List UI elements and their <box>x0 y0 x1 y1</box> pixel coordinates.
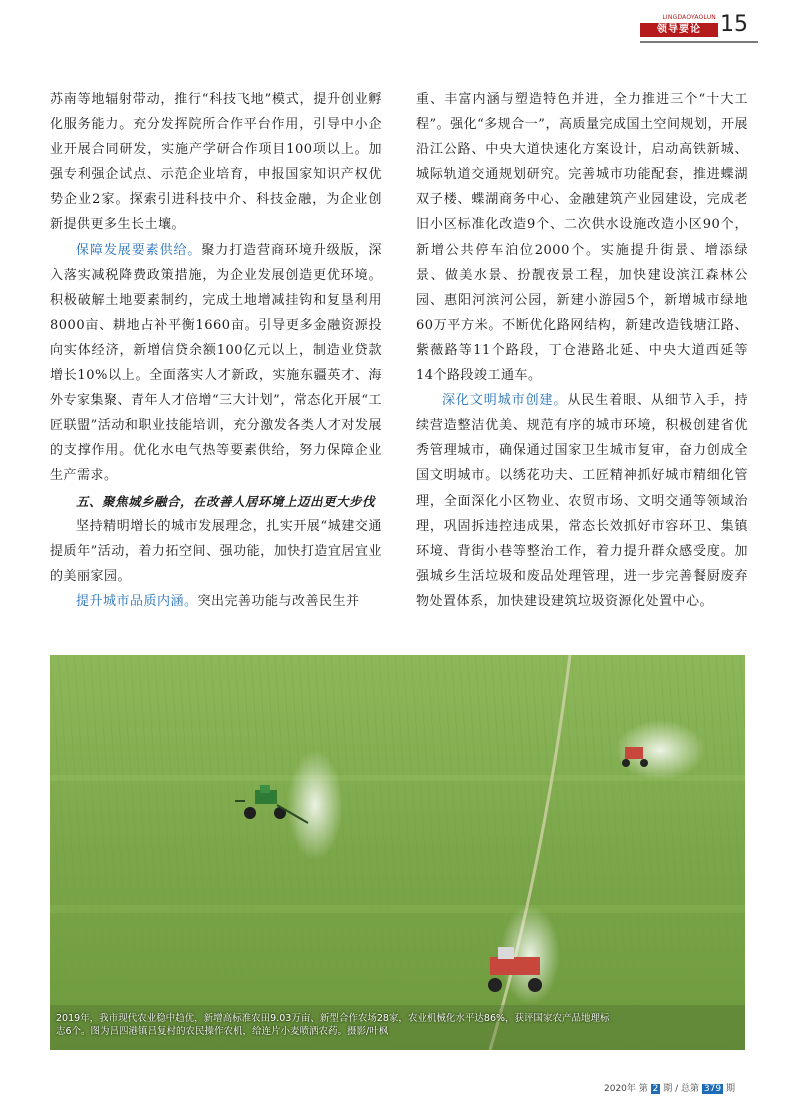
header-rule <box>640 41 758 43</box>
paragraph <box>50 238 382 489</box>
total-issue-number: 379 <box>703 1084 722 1094</box>
paragraph <box>416 388 748 614</box>
paragraph: 苏南等地辐射带动，推行“科技飞地”模式，提升创业孵化服务能力。充分发挥院所合作平台作用，引导中小企业开展合同研发，实施产学研合作项目100项以上。加强专利强企试点、示范企业培育，申报国家知识产权优势企业2家。探索引进科技中介、科技金融，为企业创新提供更多生长土壤。 <box>50 92 382 233</box>
right-column <box>416 87 748 614</box>
photo-caption: 2019年，我市现代农业稳中趋优，新增高标准农田9.03万亩、新型合作农场28家，农业机械化水平达86%，获评国家农产品地理标志6个。图为吕四港镇吕复村的农民操作农机，给连片小麦喷洒农药。摄影/叶枫 <box>56 1013 610 1037</box>
page-number: 15 <box>720 12 748 37</box>
farm-field-illustration <box>50 655 745 1050</box>
paragraph-text: 突出完善功能与改善民生并 <box>197 593 360 609</box>
section-heading: 五、聚焦城乡融合，在改善人居环境上迈出更大步伐 <box>76 493 376 509</box>
paragraph-text: 从民生着眼、从细节入手，持续营造整洁优美、规范有序的城市环境，积极创建省优秀管理城市，确保通过国家卫生城市复审，奋力创成全国文明城市。以绣花功夫、工匠精神抓好城市精细化管理，全面深化小区物业、农贸市场、文明交通等领域治理，巩固拆违控违成果，常态长效抓好市容环卫、集镇环境、背街小巷等整治工作，着力提升群众感受度。加强城乡生活垃圾和废品处理管理，进一步完善餐厨废弃物处置体系，加快建设建筑垃圾资源化处置中心。 <box>416 393 748 609</box>
keyword-heading: 保障发展要素供给。 <box>76 242 202 258</box>
footer-suffix: 期 <box>725 1084 735 1094</box>
keyword-heading: 提升城市品质内涵。 <box>76 593 198 609</box>
footer-issue-info <box>604 1081 754 1094</box>
paragraph-text: 聚力打造营商环境升级版，深入落实减税降费政策措施，为企业发展创造更优环境。积极破解土地要素制约，完成土地增减挂钩和复垦利用8000亩、耕地占补平衡1660亩。引导更多金融资源投向实体经济，新增信贷余额100亿元以上，制造业贷款增长10%以上。全面落实人才新政，实施东疆英才、海外专家集聚、青年人才倍增“三大计划”，常态化开展“工匠联盟”活动和职业技能培训，充分激发各类人才对发展的支撑作用。优化水电气热等要素供给，努力保障企业生产需求。 <box>50 242 382 484</box>
paragraph <box>50 589 382 614</box>
paragraph: 坚持精明增长的城市发展理念，扎实开展“城建交通提质年”活动，着力拓空间、强功能，加快打造宜居宜业的美丽家园。 <box>50 518 382 584</box>
keyword-heading: 深化文明城市创建。 <box>442 393 568 409</box>
left-column <box>50 87 382 614</box>
issue-number: 2 <box>652 1084 659 1094</box>
field-photo <box>50 655 745 1050</box>
spray-cloud <box>287 750 343 860</box>
paragraph: 重、丰富内涵与塑造特色并进，全力推进三个“十大工程”。强化“多规合一”，高质量完成国土空间规划，开展沿江公路、中央大道快速化方案设计，启动高铁新城、城际轨道交通规划研究。完善城市功能配套，推进蝶湖双子楼、蝶湖商务中心、金融建筑产业园建设，完成老旧小区标准化改造9个、二次供水设施改造小区90个，新增公共停车泊位2000个。实施提升街景、增添绿景、做美水景、扮靓夜景工程，加快建设滨江森林公园、惠阳河滨河公园，新建小游园5个，新增城市绿地60万平方米。不断优化路网结构，新建改造钱塘江路、紫薇路等11个路段，丁仓港路北延、中央大道西延等14个路段竣工通车。 <box>416 92 748 384</box>
header-title: 领导要论 <box>640 23 718 37</box>
header-pinyin: LINGDAOYAOLUN <box>662 14 716 21</box>
footer-middle: 期 / 总第 <box>663 1084 700 1094</box>
footer-prefix: 2020年 第 <box>604 1084 648 1094</box>
